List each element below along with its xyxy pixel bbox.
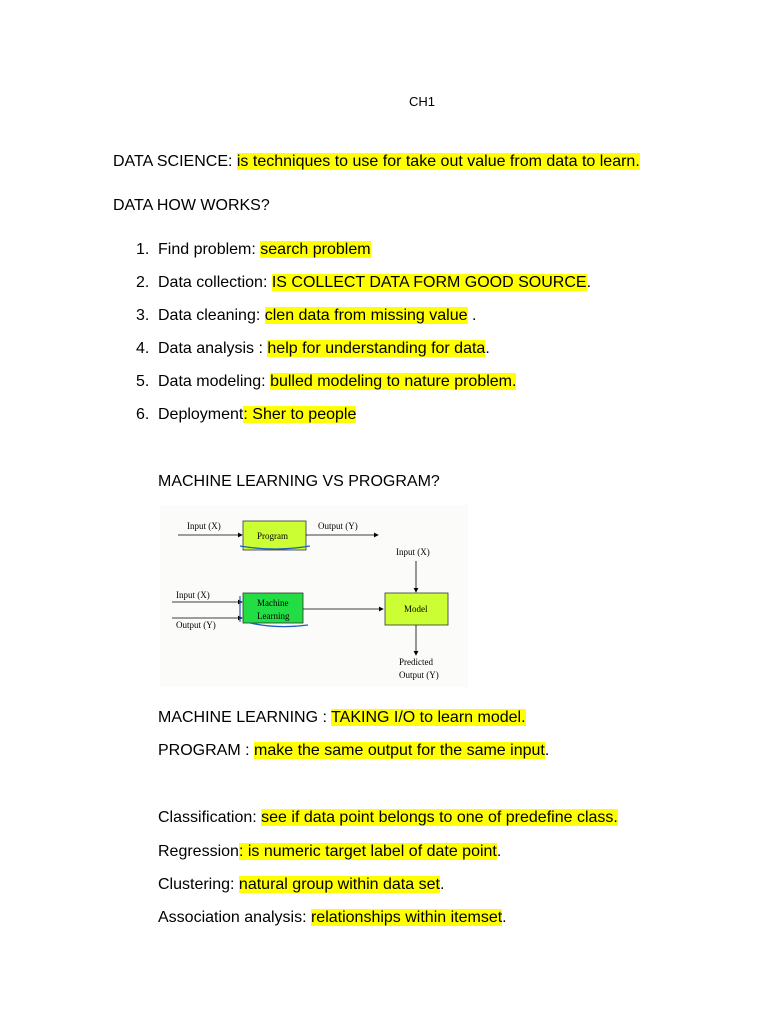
task-text: see if data point belongs to one of predefine class. [261,809,618,826]
step-label: Deployment [158,406,244,423]
step-text: search problem [260,241,371,258]
model-label: Model [404,604,428,614]
task-suffix: . [496,843,502,860]
predicted-label-line1: Predicted [399,657,433,667]
task-text: natural group within data set [238,876,440,893]
step-suffix: . [485,340,490,357]
task-text: : is numeric target label of date point [238,843,497,860]
step-number: 4. [136,340,150,357]
step-number: 5. [136,373,150,390]
how-works-heading: DATA HOW WORKS? [113,197,270,214]
program-definition-label: PROGRAM : [158,742,255,759]
pen-underline-ml [250,623,308,627]
step-data-analysis [136,339,490,359]
step-data-collection [136,273,591,293]
program-definition [158,741,549,761]
task-label: Regression [158,843,239,860]
step-data-cleaning [136,306,476,326]
program-input-label: Input (X) [187,521,221,531]
step-text: : Sher to people [243,406,357,423]
association-definition [158,908,507,928]
step-label: Find problem: [158,241,261,258]
predicted-label-line2: Output (Y) [399,670,439,680]
step-text: clen data from missing value [264,307,468,324]
task-label: Clustering: [158,876,239,893]
step-text: help for understanding for data [267,340,486,357]
ml-definition-label: MACHINE LEARNING : [158,709,332,726]
ml-label-line1: Machine [257,598,289,608]
definition-text: is techniques to use for take out value from data to learn. [236,153,640,170]
data-science-definition [113,152,640,172]
ml-vs-program-diagram [160,505,468,687]
step-label: Data cleaning: [158,307,265,324]
model-input-label: Input (X) [396,547,430,557]
clustering-definition [158,875,444,895]
ml-label-line2: Learning [257,611,290,621]
step-suffix: . [467,307,477,324]
step-text: bulled modeling to nature problem. [270,373,517,390]
regression-definition [158,842,501,862]
program-label: Program [257,531,288,541]
step-suffix: . [586,274,592,291]
step-label: Data collection: [158,274,272,291]
task-suffix: . [439,876,445,893]
step-number: 1. [136,241,150,258]
step-find-problem [136,240,371,260]
step-number: 2. [136,274,150,291]
task-label: Classification: [158,809,262,826]
step-deployment [136,405,356,425]
classification-definition [158,808,618,828]
step-data-modeling [136,372,516,392]
ml-vs-program-heading: MACHINE LEARNING VS PROGRAM? [158,473,440,490]
definition-term: DATA SCIENCE: [113,153,237,170]
step-number: 3. [136,307,150,324]
ml-definition-text: TAKING I/O to learn model. [331,709,526,726]
program-definition-text: make the same output for the same input [254,742,545,759]
program-definition-suffix: . [544,742,550,759]
chapter-heading: CH1 [409,94,436,109]
ml-input-label: Input (X) [176,590,210,600]
step-label: Data analysis : [158,340,268,357]
ml-output-label: Output (Y) [176,620,216,630]
step-number: 6. [136,406,150,423]
program-output-label: Output (Y) [318,521,358,531]
task-text: relationships within itemset [310,909,503,926]
ml-definition [158,708,526,728]
step-label: Data modeling: [158,373,271,390]
task-label: Association analysis: [158,909,311,926]
task-suffix: . [502,909,507,926]
step-text: IS COLLECT DATA FORM GOOD SOURCE [271,274,587,291]
